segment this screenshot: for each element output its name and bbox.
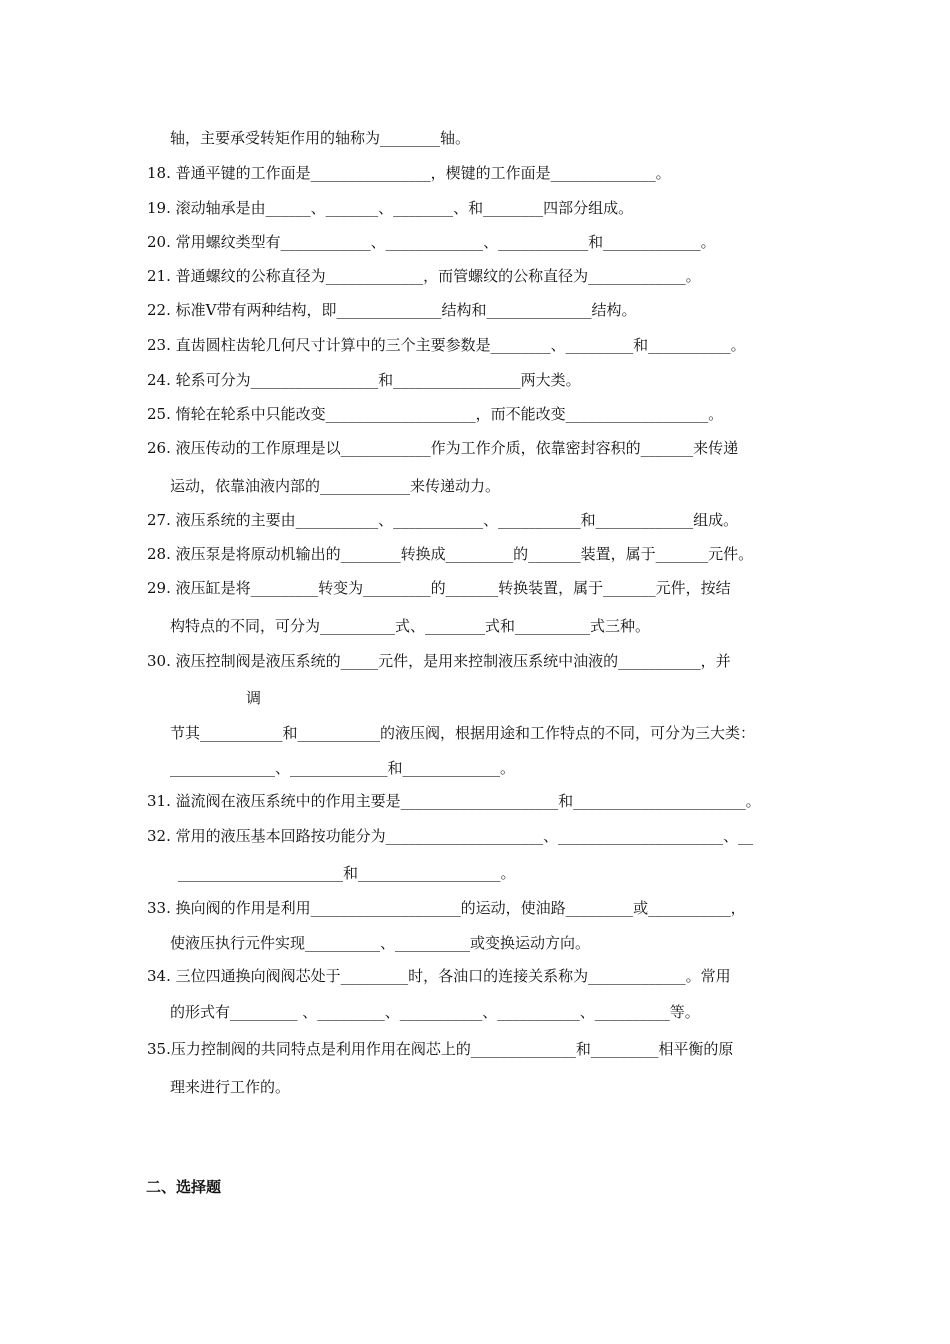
section-heading: 二、选择题 [146, 1178, 222, 1196]
question-26: 26. 液压传动的工作原理是以____________作为工作介质，依靠密封容积的_______来传递 [147, 439, 739, 457]
question-30: 30. 液压控制阀是液压系统的_____元件，是用来控制液压系统中油液的___________，并 [147, 652, 731, 670]
question-35-continuation: 理来进行工作的。 [170, 1078, 291, 1096]
question-30-continuation: 节其___________和___________的液压阀，根据用途和工作特点的不同，可分为三大类： [170, 724, 756, 742]
question-22: 22. 标准V带有两种结构，即______________结构和______________结构。 [147, 301, 637, 319]
question-24: 24. 轮系可分为_________________和_________________两大类。 [147, 371, 581, 389]
question-23: 23. 直齿圆柱齿轮几何尺寸计算中的三个主要参数是________、_________和___________。 [147, 336, 746, 354]
question-20: 20. 常用螺纹类型有____________、_____________、____________和_____________。 [147, 233, 716, 251]
question-33-continuation: 使液压执行元件实现__________、__________或变换运动方向。 [170, 934, 591, 952]
question-28: 28. 液压泵是将原动机输出的________转换成_________的_______装置，属于_______元件。 [147, 545, 754, 563]
question-25: 25. 惰轮在轮系中只能改变____________________，而不能改变___________________。 [147, 405, 724, 423]
question-32: 32. 常用的液压基本回路按功能分为_____________________、______________________、__ [147, 827, 754, 845]
question-31: 31. 溢流阀在液压系统中的作用主要是_____________________和_______________________。 [147, 792, 761, 810]
question-26-continuation: 运动，依靠油液内部的____________来传递动力。 [170, 477, 501, 495]
question-27: 27. 液压系统的主要由___________、____________、___________和_____________组成。 [147, 511, 739, 529]
question-18: 18. 普通平键的工作面是________________，楔键的工作面是______________。 [147, 164, 671, 182]
question-29-continuation: 构特点的不同，可分为__________式、________式和__________式三种。 [170, 617, 651, 635]
question-21: 21. 普通螺纹的公称直径为_____________，而管螺纹的公称直径为_____________。 [147, 267, 701, 285]
question-34-continuation: 的形式有_________ 、_________、___________、___________、__________等。 [170, 1003, 700, 1021]
question-29: 29. 液压缸是将_________转变为_________的_______转换装置，属于_______元件，按结 [147, 579, 731, 597]
question-35: 35.压力控制阀的共同特点是利用作用在阀芯上的______________和_________相平衡的原 [147, 1040, 734, 1058]
question-17-continuation: 轴，主要承受转矩作用的轴称为________轴。 [170, 129, 471, 147]
question-34: 34. 三位四通换向阀阀芯处于_________时，各油口的连接关系称为_____________。常用 [147, 967, 731, 985]
question-33: 33. 换向阀的作用是利用____________________的运动，使油路_________或___________， [147, 899, 746, 917]
question-32-continuation: ______________________和___________________。 [178, 864, 516, 882]
question-30-options: ______________、_____________和_____________。 [170, 759, 516, 777]
question-30-wrap: 调 [246, 689, 262, 707]
question-19: 19. 滚动轴承是由______、_______、________、和________四部分组成。 [147, 199, 634, 217]
